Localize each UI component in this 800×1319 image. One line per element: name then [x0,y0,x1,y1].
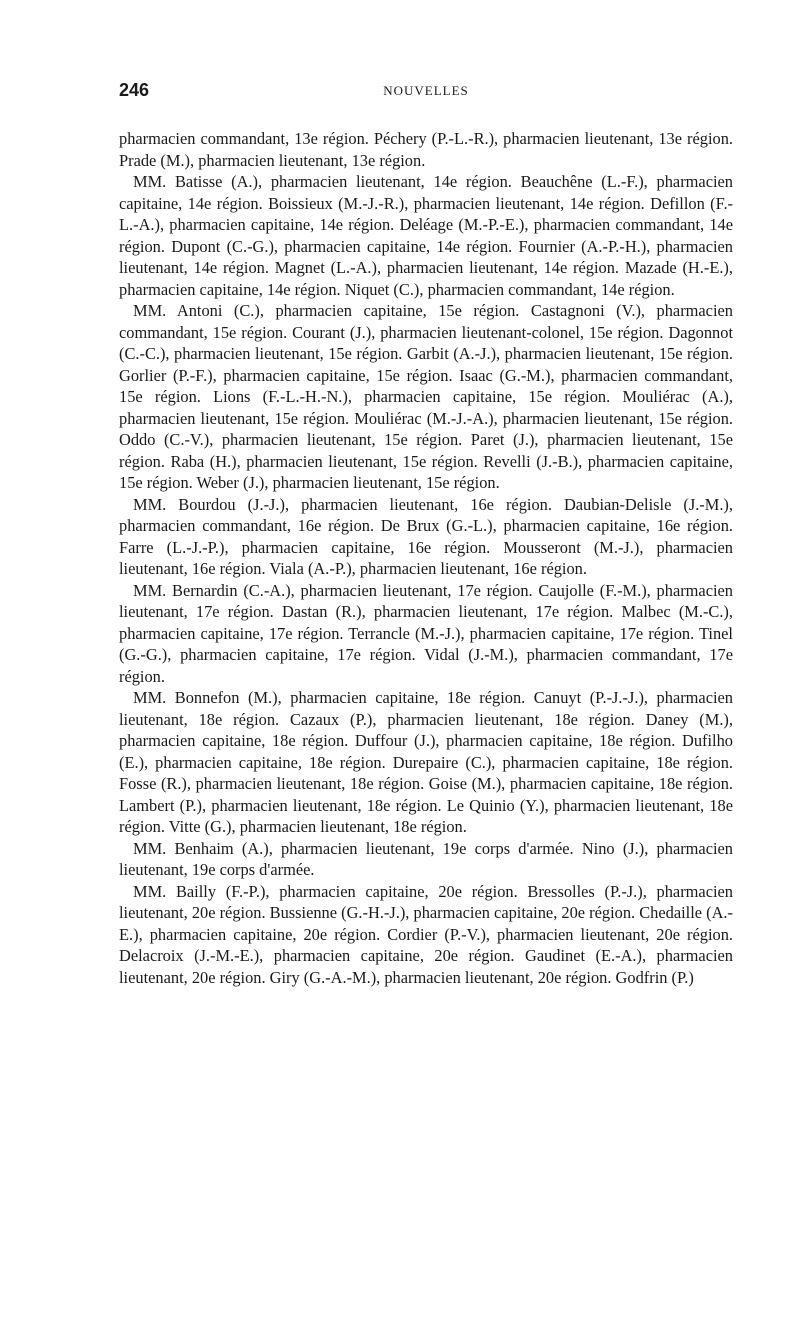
paragraph-17e-region: MM. Bernardin (C.-A.), pharmacien lieutenant, 17e région. Caujolle (F.-M.), pharmacien lieutenant, 17e région. Dastan (R.), pharmacien lieutenant, 17e région. Malbec (M.-C.), pharmacien capitaine, 17e région. Terrancle (M.-J.), pharmacien capitaine, 17e région. Tinel (G.-G.), pharmacien capitaine, 17e région. Vidal (J.-M.), pharmacien commandant, 17e région. [119,580,733,686]
paragraph-19e-corps: MM. Benhaim (A.), pharmacien lieutenant, 19e corps d'armée. Nino (J.), pharmacien lieutenant, 19e corps d'armée. [119,838,733,879]
paragraph-20e-region: MM. Bailly (F.-P.), pharmacien capitaine, 20e région. Bressolles (P.-J.), pharmacien lieutenant, 20e région. Bussienne (G.-H.-J.), pharmacien capitaine, 20e région. Chedaille (A.-E.), pharmacien capitaine, 20e région. Cordier (P.-V.), pharmacien lieutenant, 20e région. Delacroix (J.-M.-E.), pharmacien capitaine, 20e région. Gaudinet (E.-A.), pharmacien lieutenant, 20e région. Giry (G.-A.-M.), pharmacien lieutenant, 20e région. Godfrin (P.) [119,881,733,987]
page-number: 246 [119,80,150,100]
paragraph-16e-region: MM. Bourdou (J.-J.), pharmacien lieutenant, 16e région. Daubian-Delisle (J.-M.), pharmacien commandant, 16e région. De Brux (G.-L.), pharmacien capitaine, 16e région. Farre (L.-J.-P.), pharmacien capitaine, 16e région. Mousseront (M.-J.), pharmacien lieutenant, 16e région. Viala (A.-P.), pharmacien lieutenant, 16e région. [119,494,733,578]
page-header [119,80,733,110]
body-text [119,128,733,988]
running-head: NOUVELLES [383,83,469,98]
paragraph-13e-region: pharmacien commandant, 13e région. Péchery (P.-L.-R.), pharmacien lieutenant, 13e région. Prade (M.), pharmacien lieutenant, 13e région. [119,129,733,170]
paragraph-14e-region: MM. Batisse (A.), pharmacien lieutenant, 14e région. Beauchêne (L.-F.), pharmacien capitaine, 14e région. Boissieux (M.-J.-R.), pharmacien lieutenant, 14e région. Defillon (F.-L.-A.), pharmacien capitaine, 14e région. Deléage (M.-P.-E.), pharmacien commandant, 14e région. Dupont (C.-G.), pharmacien capitaine, 14e région. Fournier (A.-P.-H.), pharmacien lieutenant, 14e région. Magnet (L.-A.), pharmacien lieutenant, 14e région. Mazade (H.-E.), pharmacien capitaine, 14e région. Niquet (C.), pharmacien commandant, 14e région. [119,172,733,299]
paragraph-18e-region: MM. Bonnefon (M.), pharmacien capitaine, 18e région. Canuyt (P.-J.-J.), pharmacien lieutenant, 18e région. Cazaux (P.), pharmacien lieutenant, 18e région. Daney (M.), pharmacien capitaine, 18e région. Duffour (J.), pharmacien capitaine, 18e région. Dufilho (E.), pharmacien capitaine, 18e région. Durepaire (C.), pharmacien capitaine, 18e région. Fosse (R.), pharmacien lieutenant, 18e région. Goise (M.), pharmacien capitaine, 18e région. Lambert (P.), pharmacien lieutenant, 18e région. Le Quinio (Y.), pharmacien lieutenant, 18e région. Vitte (G.), pharmacien lieutenant, 18e région. [119,688,733,836]
paragraph-15e-region: MM. Antoni (C.), pharmacien capitaine, 15e région. Castagnoni (V.), pharmacien commandant, 15e région. Courant (J.), pharmacien lieutenant-colonel, 15e région. Dagonnot (C.-C.), pharmacien lieutenant, 15e région. Garbit (A.-J.), pharmacien lieutenant, 15e région. Gorlier (P.-F.), pharmacien capitaine, 15e région. Isaac (G.-M.), pharmacien commandant, 15e région. Lions (F.-L.-H.-N.), pharmacien capitaine, 15e région. Mouliérac (A.), pharmacien lieutenant, 15e région. Mouliérac (M.-J.-A.), pharmacien lieutenant, 15e région. Oddo (C.-V.), pharmacien lieutenant, 15e région. Paret (J.), pharmacien lieutenant, 15e région. Raba (H.), pharmacien lieutenant, 15e région. Revelli (J.-B.), pharmacien capitaine, 15e région. Weber (J.), pharmacien lieutenant, 15e région. [119,301,733,492]
